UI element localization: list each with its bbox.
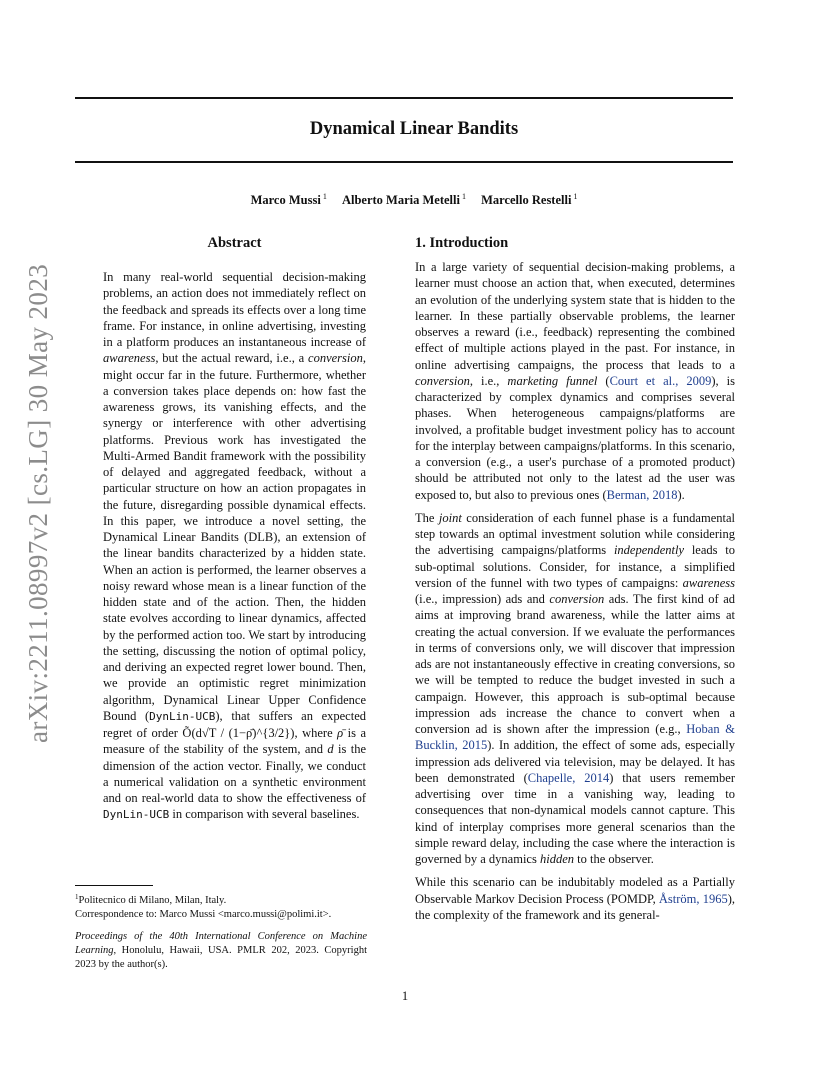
intro-paragraph: While this scenario can be indubitably modeled as a Partially Observable Markov Decision Process (POMDP, Åström, 1965), the complexity of the framework and its general-: [415, 875, 735, 922]
paper-title: Dynamical Linear Bandits: [309, 119, 519, 139]
intro-paragraph: The joint consideration of each funnel phase is a fundamental step towards an optimal investment solution while considering the advertising campaigns/platforms independently leads to sub-optimal solutions. Consider, for instance, a simplified version of the funnel with two types of campaigns: awareness (i.e., impression) ads and conversion ads. The first kind of ad aims at improving brand awareness, while the latter aims at creating the actual conversion. If we evaluate the performances in terms of conversions only, we will discover that impression ads are not instantaneously effective in creating conversions, so we will be tempted to reduce the budget invested in such a campaign. However, this approach is sub-optimal because impression ads increase the chance to convert when a conversion ad is shown after the impression (e.g., Hoban & Bucklin, 2015). In addition, the effect of some ads, especially impression ads delivered via television, may be delayed. It has been demonstrated (Chapelle, 2014) that users remember advertising over time in a vanishing way, leading to consequences that non-dynamical models cannot capture. This kind of interplay comprises more general scenarios than the simple reward delay, including the case where the interaction is governed by a dynamics hidden to the observer.: [415, 510, 735, 866]
section-heading: 1. Introduction: [415, 235, 509, 251]
arxiv-identifier: arXiv:2211.08997v2 [cs.LG] 30 May 2023: [23, 263, 53, 743]
author: Alberto Maria Metelli $^1$: [341, 192, 466, 207]
citation-link[interactable]: Åström, 1965: [658, 891, 728, 906]
page-number: 1: [401, 989, 409, 1003]
proceedings-note: Proceedings of the 40th International Conference on Machine Learning, Honolulu, Hawaii, USA. PMLR 202, 2023. Copyright 2023 by the author(s).: [75, 931, 367, 970]
right-column: [415, 233, 735, 930]
algorithm-name: DynLin-UCB: [103, 808, 170, 822]
correspondence: Correspondence to: Marco Mussi <marco.mussi@polimi.it>.: [75, 909, 332, 920]
citation-link[interactable]: Court et al., 2009: [609, 373, 712, 388]
footnote-rule: [75, 885, 153, 886]
left-column: [103, 233, 366, 824]
citation-link[interactable]: Berman, 2018: [606, 487, 678, 502]
regret-bound-formula: Õ(d√T / (1−ρ̄)^{3/2}): [182, 726, 295, 740]
title-rule-bottom: [75, 161, 733, 163]
abstract-heading: Abstract: [207, 235, 262, 251]
intro-paragraph: In a large variety of sequential decision-making problems, a learner must choose an action that, when executed, determines an evolution of the underlying system state that is hidden to the learner. In these partially observable problems, the learner observes a reward (i.e., feedback) representing the combined effect of multiple actions played in the past. For instance, in online advertising campaigns, the process that leads to a conversion, i.e., marketing funnel (Court et al., 2009), is characterized by complex dynamics and comprises several phases. When heterogeneous campaigns/platforms are involved, a profitable budget investment policy has to account for the interplay between campaigns/platforms. In this scenario, a conversion (e.g., a user's purchase of a promoted product) should be attributed not only to the latest ad the user was exposed to, but also to previous ones (Berman, 2018).: [415, 260, 736, 502]
affiliation-footnote: $^1$Politecnico di Milano, Milan, Italy. Correspondence to: Marco Mussi <marco.mussi@polimi.it>.: [75, 893, 332, 920]
author: Marcello Restelli $^1$: [481, 192, 578, 207]
abstract-body: In many real-world sequential decision-making problems, an action does not immediately reflect on the feedback and spreads its effects over a long time frame. For instance, in online advertising, investing in a platform produces an instantaneous increase of awareness, but the actual reward, i.e., a conversion, might occur far in the future. Furthermore, whether a conversion takes place depends on: how fast the awareness grows, its vanishing effects, and the synergy or interference with other advertising platforms. Previous work has investigated the Multi-Armed Bandit framework with the possibility of delayed and aggregated feedback, without a particular structure on how an action propagates in the future, disregarding possible dynamical effects. In this paper, we introduce a novel setting, the Dynamical Linear Bandits (DLB), an extension of the linear bandits characterized by a hidden state. When an action is performed, the learner observes a noisy reward whose mean is a linear function of the hidden state and of the action. Then, the hidden state evolves according to linear dynamics, affected by the performed action too. We start by introducing the setting, discussing the notion of optimal policy, and deriving an expected regret lower bound. Then, we provide an optimistic regret minimization algorithm, Dynamical Linear Upper Confidence Bound (DynLin-UCB), that suffers an expected regret of order Õ(d√T / (1−ρ̄)^{3/2}), where ρ̄ is a measure of the stability of the system, and d is the dimension of the action vector. Finally, we conduct a numerical validation on a synthetic environment and on real-world data to show the effectiveness of DynLin-UCB in comparison with several baselines.: [103, 270, 367, 822]
citation-link[interactable]: Chapelle, 2014: [527, 770, 610, 785]
title-rule-top: [75, 97, 733, 99]
algorithm-name: DynLin-UCB: [149, 709, 216, 723]
author: Marco Mussi $^1$: [250, 192, 327, 207]
author-list: [0, 192, 828, 208]
citation-link[interactable]: Hoban & Bucklin, 2015: [415, 722, 735, 753]
